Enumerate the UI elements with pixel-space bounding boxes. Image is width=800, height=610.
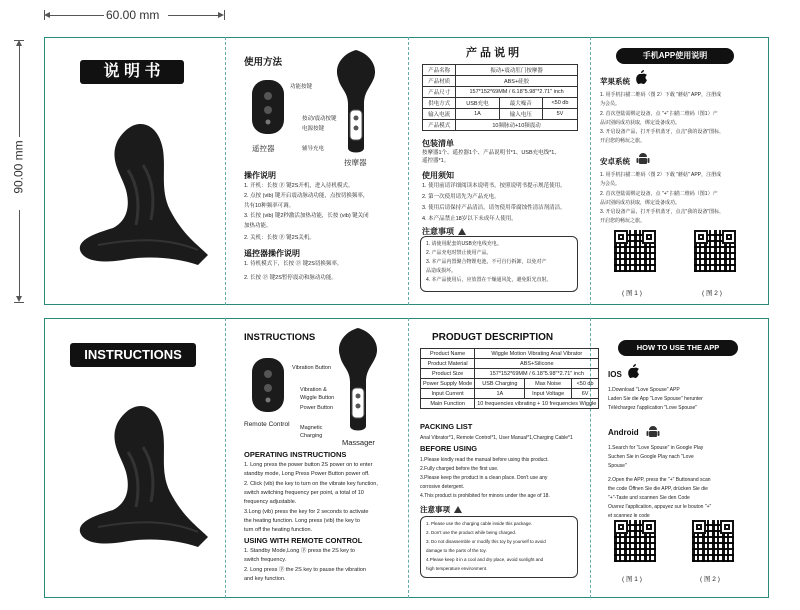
apple-icon — [628, 364, 640, 378]
cn-spec-cell: 振动+震动肛门按摩器 — [456, 65, 578, 76]
en-qr-code-1 — [614, 520, 656, 562]
cn-spec-cell: 产品尺寸 — [423, 87, 456, 98]
cn-op-line-6: 2. 关机：长按 ⓟ 键2S关机。 — [244, 235, 315, 241]
cn-caution-line-1: 1. 请使用配套的USB充电线充电。 — [426, 241, 502, 247]
en-caution-line-1: 1. Please use the charging cable inside this package. — [426, 521, 533, 526]
en-massager-image — [332, 326, 384, 436]
en-op-line-7: the heating function. Long press (vib) the key to — [244, 518, 360, 524]
cn-pack-line-1: 按摩器1个、遥控器1个、产品说明书*1、USB充电线*1、 — [422, 150, 560, 156]
cn-op-line-4: 3. 长按 (vib) 键2秒激活加热功能，长按 (vib) 键关闭 — [244, 213, 369, 219]
en-android-line-6: the code Öffnen Sie die APP, drücken Sie die — [608, 486, 708, 492]
en-android-line-9: et scannez le code — [608, 513, 650, 519]
cn-spec-cell: <50 db — [542, 98, 577, 109]
cn-caution-line-3: 3. 本产品内置聚合物锂电池，不可自行拆卸，以免对产 — [426, 259, 547, 265]
cn-spec-cell: 供电方式 — [423, 98, 456, 109]
cn-spec-cell: 输入电流 — [423, 109, 456, 120]
en-op-line-6: 3.Long (vib) press the key for 2 seconds to activate — [244, 509, 369, 515]
cn-spec-cell: 157*152*69MM / 6.18"5.98"*2.71" inch — [456, 87, 578, 98]
en-spec-cell: Product Size — [421, 369, 475, 379]
cn-app-title: 手机APP使用说明 — [616, 48, 734, 64]
en-notice-line-3: 3.Please keep the product in a clean place. Don't use any — [420, 475, 548, 481]
cn-label-charging: 辅导充电 — [302, 146, 325, 152]
android-icon — [646, 424, 660, 438]
cn-cover-title: 说 明 书 — [80, 60, 184, 84]
cn-android-line-6: 开启您的畅玩之旅。 — [600, 218, 646, 224]
cn-remote-image — [248, 78, 288, 136]
en-notice-line-1: 1.Please kindly read the manual before using this product. — [420, 457, 549, 463]
en-spec-cell: Product Material — [421, 359, 475, 369]
en-caution-line-3: 3. Do not disassemble or modify this toy by yourself to avoid — [426, 539, 546, 544]
en-massager-label: Massager — [342, 438, 375, 447]
en-qr-code-2 — [692, 520, 734, 562]
en-remote-image — [248, 356, 288, 414]
cn-spec-cell: 产品模式 — [423, 120, 456, 131]
cn-qr-label-1: ( 图 1 ) — [622, 290, 642, 297]
cn-apple-line-5: 3. 开启设备产品，打开手机蓝牙，点击"我的设备"图标， — [600, 129, 725, 135]
cn-apple-line-2: 为会员。 — [600, 101, 621, 107]
en-spec-cell: 10 frequencies vibrating + 10 frequencies Wiggle — [475, 399, 599, 409]
cn-remote-line-1: 1. 待机模式下，长按 ⓟ 键2S切换频率。 — [244, 261, 343, 267]
cn-spec-cell: USB充电 — [456, 98, 500, 109]
en-remote-op-title: USING WITH REMOTE CONTROL — [244, 536, 363, 545]
cn-caution-line-2: 2. 产品充电时禁止使用产品。 — [426, 250, 492, 256]
en-spec-cell: 6V — [571, 389, 599, 399]
cn-spec-cell: ABS+硅胶 — [456, 76, 578, 87]
cn-massager-image — [330, 48, 382, 158]
en-spec-table — [420, 348, 599, 409]
en-qr-label-2: ( 图 2 ) — [700, 576, 720, 583]
cn-spec-cell: 最大噪音 — [499, 98, 542, 109]
en-android-title: Android — [608, 428, 639, 437]
en-operation-title: OPERATING INSTRUCTIONS — [244, 450, 347, 459]
en-notice-line-5: 4.This product is prohibited for minors under the age of 18. — [420, 493, 550, 499]
android-icon — [636, 151, 650, 165]
en-remote-line-3: 2. Long press ⓟ the 2S key to pause the vibration — [244, 567, 366, 573]
en-usage-title: INSTRUCTIONS — [244, 332, 316, 343]
en-caution-line-2: 2. Don't use the product while being charged. — [426, 530, 517, 535]
cn-spec-cell: 产品材质 — [423, 76, 456, 87]
en-spec-cell: Product Name — [421, 349, 475, 359]
height-dimension-label: 90.00 mm — [11, 140, 26, 194]
en-spec-cell: Input Voltage — [525, 389, 571, 399]
en-caution-title — [420, 504, 462, 515]
en-caution-line-5: 4.Please keep it in a cool and dry place, avoid sunlight and — [426, 557, 544, 562]
cn-label-vibration-key: 按动/震动按键 — [302, 116, 337, 122]
cn-android-line-3: 2. 首次登陆需绑定设备，点 "+" 扫描二维码（图1）产 — [600, 191, 718, 197]
en-spec-cell: Max Noise — [525, 379, 571, 389]
cn-op-line-5: 加热功能。 — [244, 223, 272, 229]
cn-android-title: 安卓系统 — [600, 157, 630, 166]
en-spec-cell: ABS+Silicone — [475, 359, 599, 369]
cn-op-line-3: 共有10种频率可调。 — [244, 203, 295, 209]
en-qr-label-1: ( 图 1 ) — [622, 576, 642, 583]
en-cover-title: INSTRUCTIONS — [70, 343, 196, 367]
en-android-line-2: Suchen Sie in Google Play nach "Love — [608, 454, 694, 460]
en-remote-line-2: switch frequency. — [244, 557, 287, 563]
cn-usage-title: 使用方法 — [244, 57, 283, 68]
cn-remote-line-2: 2. 长按 ⓟ 键2S暂停震动和脉动功能。 — [244, 275, 337, 281]
en-notice-line-4: corrosive detergent. — [420, 484, 465, 490]
en-op-line-1: 1. Long press the power button 2S power on to enter — [244, 462, 373, 468]
cn-qr-code-2 — [694, 230, 736, 272]
cn-spec-cell: 产品名称 — [423, 65, 456, 76]
cn-pack-line-2: 遥控器*1。 — [422, 158, 450, 164]
en-ios-line-2: Laden Sie die App "Love Spouse" herunter — [608, 396, 703, 402]
apple-icon — [636, 70, 648, 84]
en-notice-title: BEFORE USING — [420, 444, 478, 453]
cn-android-line-5: 3. 开启设备产品，打开手机蓝牙，点击"我的设备"图标， — [600, 209, 725, 215]
cn-qr-code-1 — [614, 230, 656, 272]
cn-op-line-2: 2. 点按 (vib) 键开启震动脉动功能，点按切换频率， — [244, 193, 369, 199]
cn-label-function-key: 功能按键 — [290, 84, 313, 90]
cn-remote-op-title: 遥控器操作说明 — [244, 249, 300, 258]
en-spec-cell: <50 db — [571, 379, 599, 389]
en-pack-title: PACKING LIST — [420, 422, 473, 431]
cn-caution-line-5: 4. 本产品使用后，应放置在干燥通风处，避免阳光直射。 — [426, 277, 552, 283]
en-op-line-5: frequency adjustable. — [244, 499, 297, 505]
cn-operation-title: 操作说明 — [244, 171, 276, 180]
en-cover-product-image — [58, 392, 218, 562]
en-label-magnetic-charging: Magnetic Charging — [300, 425, 323, 439]
en-spec-cell: Wiggle Motion Vibrating Anal Vibrator — [475, 349, 599, 359]
en-spec-cell: 157*152*69MM / 6.18"5.98"*2.71" inch — [475, 369, 599, 379]
cn-notice-line-4: 4. 本产品禁止18岁以下未成年人使用。 — [422, 216, 517, 222]
cn-pack-title: 包装清单 — [422, 139, 454, 148]
en-spec-cell: Power Supply Mode — [421, 379, 475, 389]
en-caution-title-text: 注意事项 — [420, 505, 450, 514]
cn-spec-cell: 1A — [456, 109, 500, 120]
cn-qr-label-2: ( 图 2 ) — [702, 290, 722, 297]
en-spec-cell: Main Function — [421, 399, 475, 409]
cn-notice-title: 使用须知 — [422, 171, 454, 180]
en-label-power-button: Power Button — [300, 405, 334, 411]
cn-android-line-2: 为会员。 — [600, 181, 621, 187]
cn-label-power-key: 电源按键 — [302, 126, 325, 132]
en-label-vibration-button: Vibration Button — [292, 365, 332, 371]
en-notice-line-2: 2.Fully charged before the first use. — [420, 466, 499, 472]
en-ios-line-1: 1.Download "Love Spouse" APP — [608, 387, 680, 393]
warning-icon — [454, 506, 462, 513]
cn-android-line-4: 品识别码成功获取，绑定设备成功。 — [600, 200, 681, 206]
cn-notice-line-3: 3. 使用后请保持产品清洁，请勿使用带腐蚀性清洁剂清洁。 — [422, 205, 566, 211]
en-app-title: HOW TO USE THE APP — [618, 340, 738, 356]
en-product-title: PRODUGT DESCRIPTION — [432, 332, 554, 343]
en-android-line-3: Spouse" — [608, 463, 627, 469]
width-dimension-label: 60.00 mm — [106, 8, 160, 22]
cn-massager-label: 按摩器 — [344, 158, 367, 167]
en-op-line-3: 2. Click (vib) the key to turn on the vibrate key function, — [244, 481, 378, 487]
en-label-wiggle-button: Vibration & Wiggle Button — [300, 387, 335, 401]
en-android-line-7: "+"-Taste und scannen Sie den Code — [608, 495, 690, 501]
cn-spec-cell: 输入电压 — [499, 109, 542, 120]
en-android-line-5: 2.Open the APP, press the "+" Buttonand scan — [608, 477, 711, 483]
cn-notice-line-2: 2. 第一次使用请先为产品充电。 — [422, 194, 500, 200]
en-caution-line-6: high temperature environment. — [426, 566, 488, 571]
cn-caution-line-4: 品造成损坏。 — [426, 268, 457, 274]
en-remote-label: Remote Control — [244, 421, 290, 428]
cn-apple-line-6: 开启您的畅玩之旅。 — [600, 138, 646, 144]
cn-cover-product-image — [58, 110, 218, 280]
cn-apple-title: 苹果系统 — [600, 77, 630, 86]
en-remote-line-1: 1. Standby Mode,Long ⓟ press the 2S key to — [244, 548, 355, 554]
en-pack-line-1: Anal Vibrator*1, Remote Control*1, User Manual*1,Charging Cable*1 — [420, 435, 573, 441]
cn-op-line-1: 1. 开机：长按 ⓟ 键2S开机，进入待机模式。 — [244, 183, 354, 189]
en-caution-line-4: damage to the parts of the toy. — [426, 548, 487, 553]
en-op-line-8: turn off the heating function. — [244, 527, 313, 533]
cn-apple-line-3: 2. 首次登陆需绑定设备，点 "+" 扫描二维码（图1）产 — [600, 111, 718, 117]
en-spec-cell: USB Charging — [475, 379, 525, 389]
en-android-line-8: Ouvrez l'application, appuyez sur le bouton "+" — [608, 504, 712, 510]
cn-android-line-1: 1. 用手机扫描二维码（图 2）下载 "蘑菇" APP，注册成 — [600, 172, 722, 178]
cn-apple-line-1: 1. 用手机扫描二维码（图 2）下载 "蘑菇" APP，注册成 — [600, 92, 722, 98]
cn-notice-line-1: 1. 使用前请详细阅读本说明书，按照说明书提示规范使用。 — [422, 183, 566, 189]
cn-spec-cell: 5V — [542, 109, 577, 120]
cn-apple-line-4: 品识别码成功获取，绑定设备成功。 — [600, 120, 681, 126]
cn-spec-table — [422, 64, 578, 131]
en-spec-cell: Input Current — [421, 389, 475, 399]
cn-product-title: 产 品 说 明 — [466, 47, 520, 59]
en-ios-line-3: Téléchargez l'application "Love Spouse" — [608, 405, 698, 411]
en-android-line-1: 1.Search for "Love Spouse" in Google Play — [608, 445, 704, 451]
cn-remote-label: 遥控器 — [252, 144, 275, 153]
en-spec-cell: 1A — [475, 389, 525, 399]
cn-caution-title-text: 注意事项 — [422, 227, 454, 236]
cn-spec-cell: 10频脉动+10频震动 — [456, 120, 578, 131]
en-op-line-4: switch switching frequency per point, a total of 10 — [244, 490, 364, 496]
en-ios-title: IOS — [608, 370, 622, 379]
en-op-line-2: standby mode, Long Press Power Button power off. — [244, 471, 370, 477]
en-remote-line-4: and key function. — [244, 576, 286, 582]
warning-icon — [458, 228, 466, 235]
